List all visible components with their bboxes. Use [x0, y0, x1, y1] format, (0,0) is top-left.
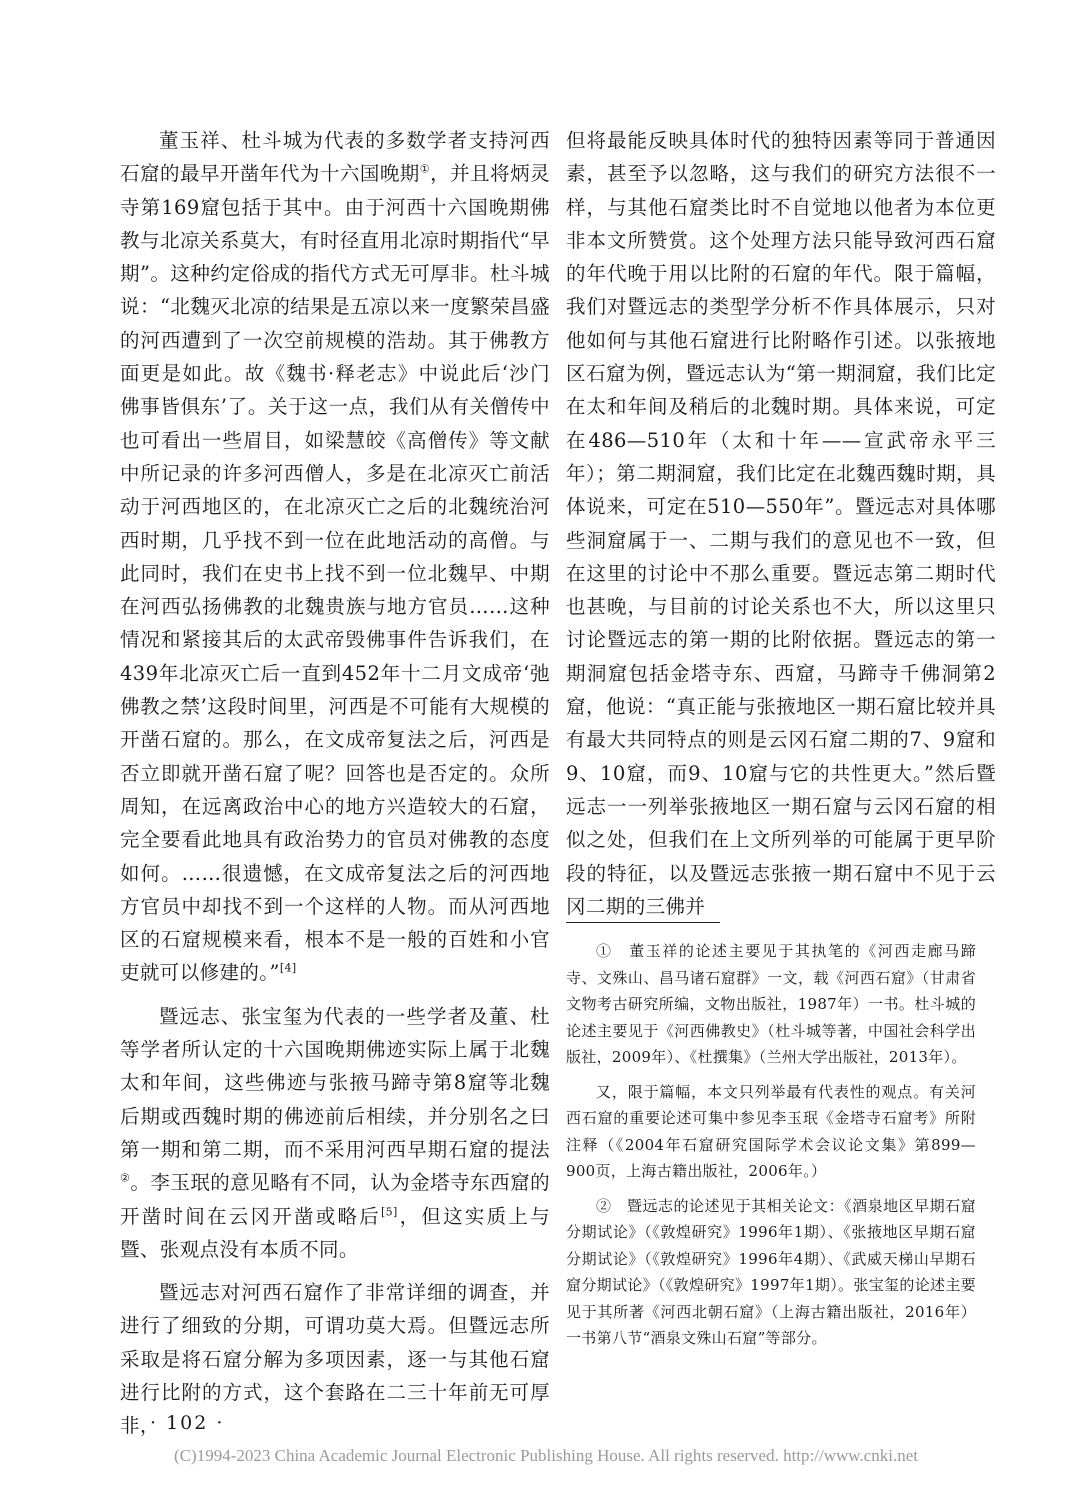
footnote-marker[interactable]: ② — [120, 1171, 131, 1185]
citation-marker[interactable]: [4] — [279, 961, 297, 975]
footnote-2: ② 暨远志的论述见于其相关论文：《酒泉地区早期石窟分期试论》（《敦煌研究》1996年1期）、《张掖地区早期石窟分期试论》（《敦煌研究》1996年4期）、《武威天梯山早期石窟分期试论》（《敦煌研究》1997年1期）。张宝玺的论述主要见于其所著《河西北朝石窟》（上海古籍出版社，2016年）一书第八节“酒泉文殊山石窟”等部分。 — [566, 1196, 976, 1347]
footnotes — [566, 938, 976, 1352]
page-number: · 102 · — [150, 1412, 225, 1434]
right-text-column — [566, 124, 996, 923]
body-paragraph-continued: 但将最能反映具体时代的独特因素等同于普通因素，甚至予以忽略，这与我们的研究方法很不一样，与其他石窟类比时不自觉地以他者为本位更非本文所赞赏。这个处理方法只能导致河西石窟的年代晚于用以比附的石窟的年代。限于篇幅，我们对暨远志的类型学分析不作具体展示，只对他如何与其他石窟进行比附略作引述。以张掖地区石窟为例，暨远志认为“第一期洞窟，我们比定在太和年间及稍后的北魏时期。具体来说，可定在486—510年（太和十年——宣武帝永平三年）；第二期洞窟，我们比定在北魏西魏时期，具体说来，可定在510—550年”。暨远志对具体哪些洞窟属于一、二期与我们的意见也不一致，但在这里的讨论中不那么重要。暨远志第二期时代也甚晚，与目前的讨论关系也不大，所以这里只讨论暨远志的第一期的比附依据。暨远志的第一期洞窟包括金塔寺东、西窟，马蹄寺千佛洞第2窟，他说：“真正能与张掖地区一期石窟比较并具有最大共同特点的则是云冈石窟二期的7、9窟和9、10窟，而9、10窟与它的共性更大。”然后暨远志一一列举张掖地区一期石窟与云冈石窟的相似之处，但我们在上文所列举的可能属于更早阶段的特征，以及暨远志张掖一期石窟中不见于云冈二期的三佛并 — [566, 129, 996, 918]
citation-marker[interactable]: [5] — [380, 1205, 398, 1218]
footnote-1-addendum: 又，限于篇幅，本文只列举最有代表性的观点。有关河西石窟的重要论述可集中参见李玉珉《金塔寺石窟考》所附注释（《2004年石窟研究国际学术会议论文集》第899—900页，上海古籍出版社，2006年。） — [566, 1082, 976, 1180]
footnote-1: ① 董玉祥的论述主要见于其执笔的《河西走廊马蹄寺、文殊山、昌马诸石窟群》一文，载《河西石窟》（甘肃省文物考古研究所编，文物出版社，1987年）一书。杜斗城的论述主要见于《河西佛教史》（杜斗城等著，中国社会科学出版社，2009年）、《杜撰集》（兰州大学出版社，2013年）。 — [566, 942, 976, 1066]
body-paragraph — [120, 124, 550, 990]
copyright-footer: (C)1994-2023 China Academic Journal Electronic Publishing House. All rights reserved. http://www.cnki.net — [174, 1446, 918, 1465]
text-run: 董玉祥、杜斗城为代表的多数学者支持河西石窟的最早开凿年代为十六国晚期 — [120, 129, 550, 186]
text-run: 。李玉珉的意见略有不同，认为金塔寺东西窟的开凿时间在云冈开凿或略后 — [120, 1171, 551, 1228]
footnote-marker[interactable]: ① — [419, 162, 431, 176]
text-run: 暨远志、张宝玺为代表的一些学者及董、杜等学者所认定的十六国晚期佛迹实际上属于北魏太和年间，这些佛迹与张掖马蹄寺第8窟等北魏后期或西魏时期的佛迹前后相续，并分别名之曰第一期和第二期，而不采用河西早期石窟的提法 — [120, 1004, 550, 1161]
text-run: 暨远志对河西石窟作了非常详细的调查，并进行了细致的分期，可谓功莫大焉。但暨远志所采取是将石窟分解为多项因素，逐一与其他石窟进行比附的方式，这个套路在二三十年前无可厚非， — [120, 1281, 550, 1438]
text-run: ，并且将炳灵寺第169窟包括于其中。由于河西十六国晚期佛教与北凉关系莫大，有时径直用北凉时期指代“早期”。这种约定俗成的指代方式无可厚非。杜斗城说：“北魏灭北凉的结果是五凉以来一度繁荣昌盛的河西遭到了一次空前规模的浩劫。其于佛教方面更是如此。故《魏书·释老志》中说此后‘沙门佛事皆俱东’了。关于这一点，我们从有关僧传中也可看出一些眉目，如梁慧皎《高僧传》等文献中所记录的许多河西僧人，多是在北凉灭亡前活动于河西地区的，在北凉灭亡之后的北魏统治河西时期，几乎找不到一位在此地活动的高僧。与此同时，我们在史书上找不到一位北魏早、中期在河西弘扬佛教的北魏贵族与地方官员……这种情况和紧接其后的太武帝毁佛事件告诉我们，在439年北凉灭亡后一直到452年十二月文成帝‘弛佛教之禁’这段时间里，河西是不可能有大规模的开凿石窟的。那么，在文成帝复法之后，河西是否立即就开凿石窟了呢？回答也是否定的。众所周知，在远离政治中心的地方兴造较大的石窟，完全要看此地具有政治势力的官员对佛教的态度如何。……很遗憾，在文成帝复法之后的河西地方官员中却找不到一个这样的人物。而从河西地区的石窟规模来看，根本不是一般的百姓和小官吏就可以修建的。” — [120, 162, 550, 985]
text-run: ，但这实质上与暨、张观点没有本质不同。 — [120, 1204, 550, 1261]
body-paragraph — [120, 1000, 550, 1266]
footnote-divider — [566, 922, 720, 923]
left-text-column — [120, 124, 550, 1443]
